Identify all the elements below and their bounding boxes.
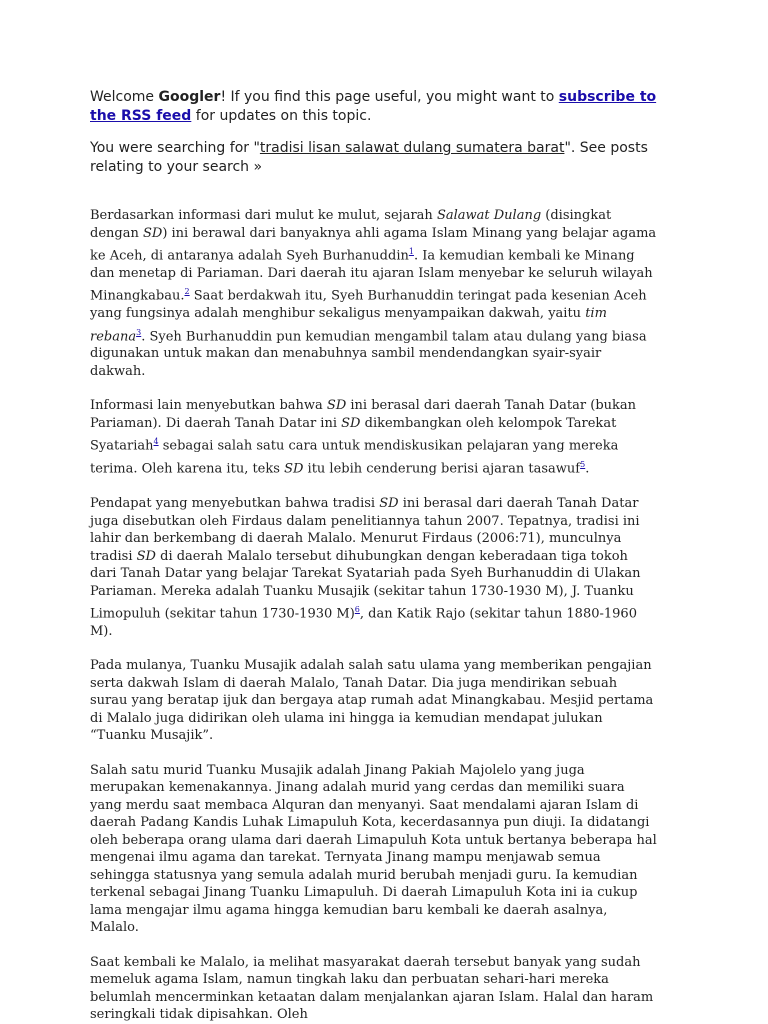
paragraph-1 — [90, 207, 658, 380]
search-suffix: ". See posts relating to your search » — [90, 140, 648, 175]
paragraph-3 — [90, 495, 658, 640]
paragraph-4: Pada mulanya, Tuanku Musajik adalah salah satu ulama yang memberikan pengajian serta dakwah Islam di daerah Malalo, Tanah Datar. Dia juga mendirikan sebuah surau yang beratap ijuk dan bergaya atap rumah adat Minangkabau. Mesjid pertama di Malalo juga didirikan oleh ulama ini hingga ia kemudian mendapat julukan “Tuanku Musajik”. — [90, 658, 654, 744]
welcome-suffix: for updates on this topic. — [191, 108, 372, 124]
text: itu lebih cenderung berisi ajaran tasawuf — [303, 461, 581, 477]
text: Pendapat yang menyebutkan bahwa tradisi — [90, 496, 380, 512]
term-sd: SD — [136, 548, 156, 564]
text: di daerah Malalo tersebut dihubungkan dengan keberadaan tiga tokoh dari Tanah Datar yang belajar Tarekat Syatariah pada Syeh Burhanuddin di Ulakan Pariaman. Mereka adalah Tuanku Musajik (sekitar tahun 1730-1930 M), J. Tuanku Limopuluh (sekitar tahun 1730-1930 M) — [90, 548, 641, 622]
footnote-link-4[interactable]: 4 — [153, 437, 159, 447]
term-sd: SD — [326, 398, 347, 414]
text: . — [585, 461, 590, 477]
text: (disingkat dengan — [90, 208, 612, 241]
text: Berdasarkan informasi dari mulut ke mulut, sejarah — [90, 208, 437, 223]
term-salawat-dulang: Salawat Dulang — [436, 208, 542, 223]
footnote-link-5[interactable]: 5 — [580, 460, 586, 470]
text: Informasi lain menyebutkan bahwa — [90, 398, 327, 414]
search-notice — [90, 139, 658, 177]
text: sebagai salah satu cara untuk mendiskusikan pelajaran yang mereka terima. Oleh karena itu, teks — [90, 438, 619, 477]
footnote-link-1[interactable]: 1 — [408, 247, 414, 256]
text: dikembangkan oleh kelompok Tarekat Syatariah — [90, 415, 617, 454]
text: . Ia kemudian kembali ke Minang dan menetap di Pariaman. Dari daerah itu ajaran Islam menyebar ke seluruh wilayah Minangkabau. — [90, 248, 653, 304]
term-sd: SD — [284, 461, 304, 477]
welcome-name: Googler — [158, 89, 221, 105]
welcome-middle: ! If you find this page useful, you might want to — [220, 89, 559, 105]
search-prefix: You were searching for " — [90, 140, 260, 156]
article-body — [90, 207, 658, 1024]
subscribe-rss-link[interactable]: subscribe to the RSS feed — [90, 89, 657, 124]
search-query-link[interactable]: tradisi lisan salawat dulang sumatera barat — [259, 140, 565, 156]
text: ini berasal dari daerah Tanah Datar juga disebutkan oleh Firdaus dalam penelitiannya tahun 2007. Tepatnya, tradisi ini lahir dan berkembang di daerah Malalo. Menurut Firdaus (2006:71), munculnya tradisi — [90, 496, 640, 564]
text: Saat berdakwah itu, Syeh Burhanuddin teringat pada kesenian Aceh yang fungsinya adalah menghibur sekaligus menyampaikan dakwah, yaitu — [90, 288, 647, 322]
term-sd: SD — [341, 415, 361, 431]
term-sd: SD — [379, 496, 399, 512]
footnote-link-3[interactable]: 3 — [136, 327, 142, 337]
footnote-link-6[interactable]: 6 — [354, 605, 360, 615]
term-sd: SD — [142, 225, 163, 241]
text: , dan Katik Rajo (sekitar tahun 1880-1960 M). — [90, 606, 637, 639]
welcome-prefix: Welcome — [90, 89, 159, 105]
text: . Syeh Burhanuddin pun kemudian mengambil talam atau dulang yang biasa digunakan untuk makan dan menabuhnya sambil mendendangkan syair-syair dakwah. — [90, 328, 647, 379]
term-tim-rebana: tim rebana — [90, 306, 607, 344]
paragraph-2 — [90, 397, 658, 478]
text: ini berasal dari daerah Tanah Datar (bukan Pariaman). Di daerah Tanah Datar ini — [90, 398, 637, 431]
paragraph-5: Salah satu murid Tuanku Musajik adalah Jinang Pakiah Majolelo yang juga merupakan kemenakannya. Jinang adalah murid yang cerdas dan memiliki suara yang merdu saat membaca Alquran dan menyanyi. Saat mendalami ajaran Islam di daerah Padang Kandis Luhak Limapuluh Kota, kecerdasannya pun diuji. Ia didatangi oleh beberapa orang ulama dari daerah Limapuluh Kota untuk bertanya beberapa hal mengenai ilmu agama dan tarekat. Ternyata Jinang mampu menjawab semua sehingga statusnya yang semula adalah murid berubah menjadi guru. Ia kemudian terkenal sebagai Jinang Tuanku Limapuluh. Di daerah Limapuluh Kota ini ia cukup lama mengajar ilmu agama hingga kemudian baru kembali ke daerah asalnya, Malalo. — [90, 762, 657, 936]
paragraph-6: Saat kembali ke Malalo, ia melihat masyarakat daerah tersebut banyak yang sudah memeluk agama Islam, namun tingkah laku dan perbuatan sehari-hari mereka belumlah mencerminkan ketaatan dalam menjalankan ajaran Islam. Halal dan haram seringkali tidak dipisahkan. Oleh — [90, 954, 654, 1023]
text: ) ini berawal dari banyaknya ahli agama Islam Minang yang belajar agama ke Aceh, di antaranya adalah Syeh Burhanuddin — [90, 225, 657, 264]
welcome-notice — [90, 88, 658, 126]
footnote-link-2[interactable]: 2 — [184, 287, 190, 297]
